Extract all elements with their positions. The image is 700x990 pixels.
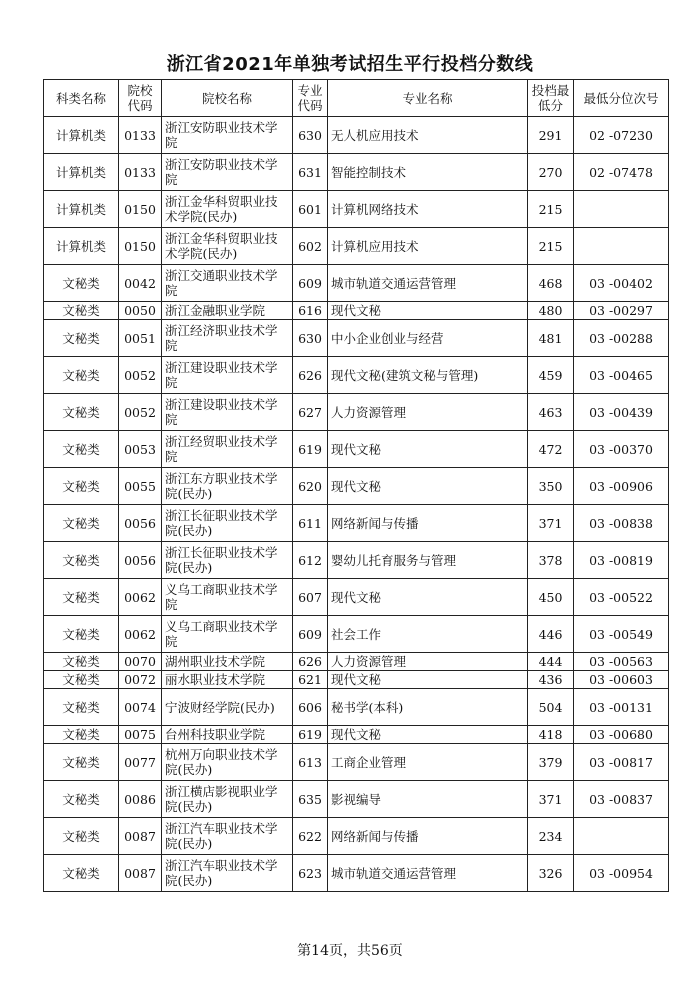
- cell-min-score: 504: [528, 689, 574, 726]
- cell-major-name: 现代文秘(建筑文秘与管理): [328, 357, 528, 394]
- cell-major-code: 619: [293, 431, 328, 468]
- cell-major-code: 622: [293, 818, 328, 855]
- cell-min-score: 459: [528, 357, 574, 394]
- table-row: [44, 781, 669, 818]
- cell-school-name: 义乌工商职业技术学院: [162, 579, 293, 616]
- cell-school-name: 浙江经贸职业技术学院: [162, 431, 293, 468]
- cell-major-name: 网络新闻与传播: [328, 505, 528, 542]
- table-row: [44, 431, 669, 468]
- cell-min-score: 444: [528, 653, 574, 671]
- cell-major-name: 现代文秘: [328, 468, 528, 505]
- cell-school-code: 0133: [119, 117, 162, 154]
- cell-min-score: 450: [528, 579, 574, 616]
- cell-min-score: 472: [528, 431, 574, 468]
- cell-category: 计算机类: [44, 154, 119, 191]
- cell-category: 文秘类: [44, 265, 119, 302]
- cell-rank: 03 -00954: [574, 855, 669, 892]
- cell-school-code: 0133: [119, 154, 162, 191]
- cell-category: 文秘类: [44, 394, 119, 431]
- table-row: [44, 689, 669, 726]
- cell-min-score: 463: [528, 394, 574, 431]
- cell-rank: 03 -00680: [574, 726, 669, 744]
- cell-school-code: 0150: [119, 191, 162, 228]
- cell-major-name: 现代文秘: [328, 302, 528, 320]
- header-major-code: 专业代码: [293, 80, 328, 117]
- cell-school-name: 浙江经济职业技术学院: [162, 320, 293, 357]
- header-category: 科类名称: [44, 80, 119, 117]
- cell-major-code: 611: [293, 505, 328, 542]
- cell-major-code: 621: [293, 671, 328, 689]
- cell-school-name: 浙江金华科贸职业技术学院(民办): [162, 228, 293, 265]
- cell-major-code: 607: [293, 579, 328, 616]
- cell-school-code: 0086: [119, 781, 162, 818]
- cell-major-name: 现代文秘: [328, 431, 528, 468]
- cell-school-name: 浙江交通职业技术学院: [162, 265, 293, 302]
- cell-rank: [574, 191, 669, 228]
- cell-major-code: 630: [293, 117, 328, 154]
- cell-major-code: 612: [293, 542, 328, 579]
- cell-major-code: 627: [293, 394, 328, 431]
- cell-rank: 03 -00297: [574, 302, 669, 320]
- table-header-row: [44, 80, 669, 117]
- cell-category: 文秘类: [44, 505, 119, 542]
- table-row: [44, 744, 669, 781]
- cell-major-code: 606: [293, 689, 328, 726]
- cell-category: 计算机类: [44, 117, 119, 154]
- cell-category: 文秘类: [44, 542, 119, 579]
- cell-rank: 03 -00439: [574, 394, 669, 431]
- cell-category: 文秘类: [44, 320, 119, 357]
- table-row: [44, 671, 669, 689]
- cell-rank: 03 -00603: [574, 671, 669, 689]
- cell-school-name: 浙江汽车职业技术学院(民办): [162, 818, 293, 855]
- cell-school-code: 0062: [119, 616, 162, 653]
- header-rank: 最低分位次号: [574, 80, 669, 117]
- cell-major-code: 619: [293, 726, 328, 744]
- cell-major-name: 人力资源管理: [328, 394, 528, 431]
- header-school-name: 院校名称: [162, 80, 293, 117]
- cell-category: 文秘类: [44, 302, 119, 320]
- cell-major-name: 中小企业创业与经营: [328, 320, 528, 357]
- cell-rank: 03 -00522: [574, 579, 669, 616]
- cell-school-code: 0051: [119, 320, 162, 357]
- cell-major-name: 现代文秘: [328, 726, 528, 744]
- cell-min-score: 446: [528, 616, 574, 653]
- cell-school-code: 0087: [119, 855, 162, 892]
- table-row: [44, 505, 669, 542]
- cell-rank: 03 -00288: [574, 320, 669, 357]
- cell-category: 文秘类: [44, 616, 119, 653]
- table-row: [44, 228, 669, 265]
- cell-category: 文秘类: [44, 744, 119, 781]
- cell-major-code: 616: [293, 302, 328, 320]
- cell-category: 计算机类: [44, 228, 119, 265]
- cell-min-score: 379: [528, 744, 574, 781]
- cell-school-name: 杭州万向职业技术学院(民办): [162, 744, 293, 781]
- table-row: [44, 302, 669, 320]
- header-major-name: 专业名称: [328, 80, 528, 117]
- page-footer: 第14页，共56页: [297, 943, 403, 959]
- cell-rank: 03 -00370: [574, 431, 669, 468]
- cell-school-name: 义乌工商职业技术学院: [162, 616, 293, 653]
- table-row: [44, 357, 669, 394]
- cell-major-name: 计算机应用技术: [328, 228, 528, 265]
- cell-school-name: 浙江建设职业技术学院: [162, 357, 293, 394]
- cell-school-code: 0150: [119, 228, 162, 265]
- table-row: [44, 653, 669, 671]
- cell-school-name: 浙江安防职业技术学院: [162, 154, 293, 191]
- cell-major-name: 人力资源管理: [328, 653, 528, 671]
- cell-major-name: 社会工作: [328, 616, 528, 653]
- cell-school-name: 浙江长征职业技术学院(民办): [162, 542, 293, 579]
- cell-rank: 03 -00906: [574, 468, 669, 505]
- cell-school-code: 0070: [119, 653, 162, 671]
- cell-major-name: 现代文秘: [328, 579, 528, 616]
- cell-school-code: 0056: [119, 505, 162, 542]
- cell-school-code: 0074: [119, 689, 162, 726]
- cell-major-code: 626: [293, 357, 328, 394]
- cell-school-name: 浙江汽车职业技术学院(民办): [162, 855, 293, 892]
- cell-min-score: 371: [528, 781, 574, 818]
- cell-major-name: 婴幼儿托育服务与管理: [328, 542, 528, 579]
- page-title: 浙江省2021年单独考试招生平行投档分数线: [166, 54, 534, 75]
- table-row: [44, 579, 669, 616]
- cell-category: 文秘类: [44, 818, 119, 855]
- cell-major-code: 631: [293, 154, 328, 191]
- header-min-score: 投档最低分: [528, 80, 574, 117]
- cell-school-code: 0077: [119, 744, 162, 781]
- cell-major-name: 影视编导: [328, 781, 528, 818]
- cell-school-name: 台州科技职业学院: [162, 726, 293, 744]
- cell-rank: 03 -00838: [574, 505, 669, 542]
- cell-major-code: 635: [293, 781, 328, 818]
- cell-school-name: 宁波财经学院(民办): [162, 689, 293, 726]
- table-row: [44, 191, 669, 228]
- cell-major-name: 城市轨道交通运营管理: [328, 855, 528, 892]
- cell-major-code: 609: [293, 616, 328, 653]
- cell-min-score: 350: [528, 468, 574, 505]
- cell-category: 文秘类: [44, 579, 119, 616]
- cell-school-name: 浙江安防职业技术学院: [162, 117, 293, 154]
- cell-rank: 03 -00819: [574, 542, 669, 579]
- header-school-code: 院校代码: [119, 80, 162, 117]
- cell-school-code: 0050: [119, 302, 162, 320]
- cell-min-score: 480: [528, 302, 574, 320]
- cell-major-name: 城市轨道交通运营管理: [328, 265, 528, 302]
- table-row: [44, 320, 669, 357]
- cell-major-name: 无人机应用技术: [328, 117, 528, 154]
- cell-school-code: 0072: [119, 671, 162, 689]
- cell-major-name: 工商企业管理: [328, 744, 528, 781]
- cell-major-code: 630: [293, 320, 328, 357]
- table-row: [44, 726, 669, 744]
- cell-school-name: 浙江长征职业技术学院(民办): [162, 505, 293, 542]
- cell-school-name: 湖州职业技术学院: [162, 653, 293, 671]
- cell-major-name: 智能控制技术: [328, 154, 528, 191]
- cell-school-code: 0053: [119, 431, 162, 468]
- cell-school-code: 0056: [119, 542, 162, 579]
- table-row: [44, 818, 669, 855]
- cell-major-code: 623: [293, 855, 328, 892]
- cell-min-score: 418: [528, 726, 574, 744]
- cell-school-code: 0055: [119, 468, 162, 505]
- cell-category: 文秘类: [44, 781, 119, 818]
- cell-category: 文秘类: [44, 431, 119, 468]
- cell-major-code: 613: [293, 744, 328, 781]
- cell-category: 文秘类: [44, 357, 119, 394]
- cell-category: 文秘类: [44, 689, 119, 726]
- cell-school-name: 浙江建设职业技术学院: [162, 394, 293, 431]
- cell-school-name: 浙江横店影视职业学院(民办): [162, 781, 293, 818]
- cell-school-name: 浙江东方职业技术学院(民办): [162, 468, 293, 505]
- cell-rank: 03 -00563: [574, 653, 669, 671]
- table-row: [44, 855, 669, 892]
- cell-rank: 03 -00131: [574, 689, 669, 726]
- cell-major-code: 602: [293, 228, 328, 265]
- cell-school-code: 0042: [119, 265, 162, 302]
- cell-major-code: 620: [293, 468, 328, 505]
- cell-rank: 02 -07230: [574, 117, 669, 154]
- cell-rank: 02 -07478: [574, 154, 669, 191]
- cell-school-code: 0075: [119, 726, 162, 744]
- cell-category: 文秘类: [44, 468, 119, 505]
- cell-min-score: 378: [528, 542, 574, 579]
- cell-min-score: 291: [528, 117, 574, 154]
- cell-min-score: 215: [528, 228, 574, 265]
- cell-major-name: 网络新闻与传播: [328, 818, 528, 855]
- cell-major-code: 601: [293, 191, 328, 228]
- cell-rank: 03 -00465: [574, 357, 669, 394]
- cell-school-code: 0052: [119, 394, 162, 431]
- cell-rank: 03 -00549: [574, 616, 669, 653]
- cell-min-score: 436: [528, 671, 574, 689]
- cell-category: 文秘类: [44, 653, 119, 671]
- cell-min-score: 215: [528, 191, 574, 228]
- cell-rank: [574, 228, 669, 265]
- cell-rank: [574, 818, 669, 855]
- cell-min-score: 234: [528, 818, 574, 855]
- cell-rank: 03 -00817: [574, 744, 669, 781]
- table-row: [44, 117, 669, 154]
- cell-rank: 03 -00402: [574, 265, 669, 302]
- cell-school-name: 丽水职业技术学院: [162, 671, 293, 689]
- cell-major-code: 609: [293, 265, 328, 302]
- cell-school-code: 0052: [119, 357, 162, 394]
- table-row: [44, 394, 669, 431]
- cell-min-score: 481: [528, 320, 574, 357]
- table-row: [44, 542, 669, 579]
- table-row: [44, 265, 669, 302]
- cell-rank: 03 -00837: [574, 781, 669, 818]
- table-row: [44, 616, 669, 653]
- cell-min-score: 468: [528, 265, 574, 302]
- table-row: [44, 468, 669, 505]
- cell-category: 文秘类: [44, 726, 119, 744]
- cell-school-name: 浙江金华科贸职业技术学院(民办): [162, 191, 293, 228]
- cell-category: 计算机类: [44, 191, 119, 228]
- table-body: [44, 117, 669, 892]
- cell-min-score: 326: [528, 855, 574, 892]
- cell-category: 文秘类: [44, 855, 119, 892]
- cell-school-name: 浙江金融职业学院: [162, 302, 293, 320]
- cell-major-name: 秘书学(本科): [328, 689, 528, 726]
- cell-category: 文秘类: [44, 671, 119, 689]
- cell-min-score: 371: [528, 505, 574, 542]
- cell-major-code: 626: [293, 653, 328, 671]
- cell-major-name: 计算机网络技术: [328, 191, 528, 228]
- cell-school-code: 0087: [119, 818, 162, 855]
- score-table: [43, 79, 669, 892]
- table-row: [44, 154, 669, 191]
- cell-min-score: 270: [528, 154, 574, 191]
- cell-major-name: 现代文秘: [328, 671, 528, 689]
- cell-school-code: 0062: [119, 579, 162, 616]
